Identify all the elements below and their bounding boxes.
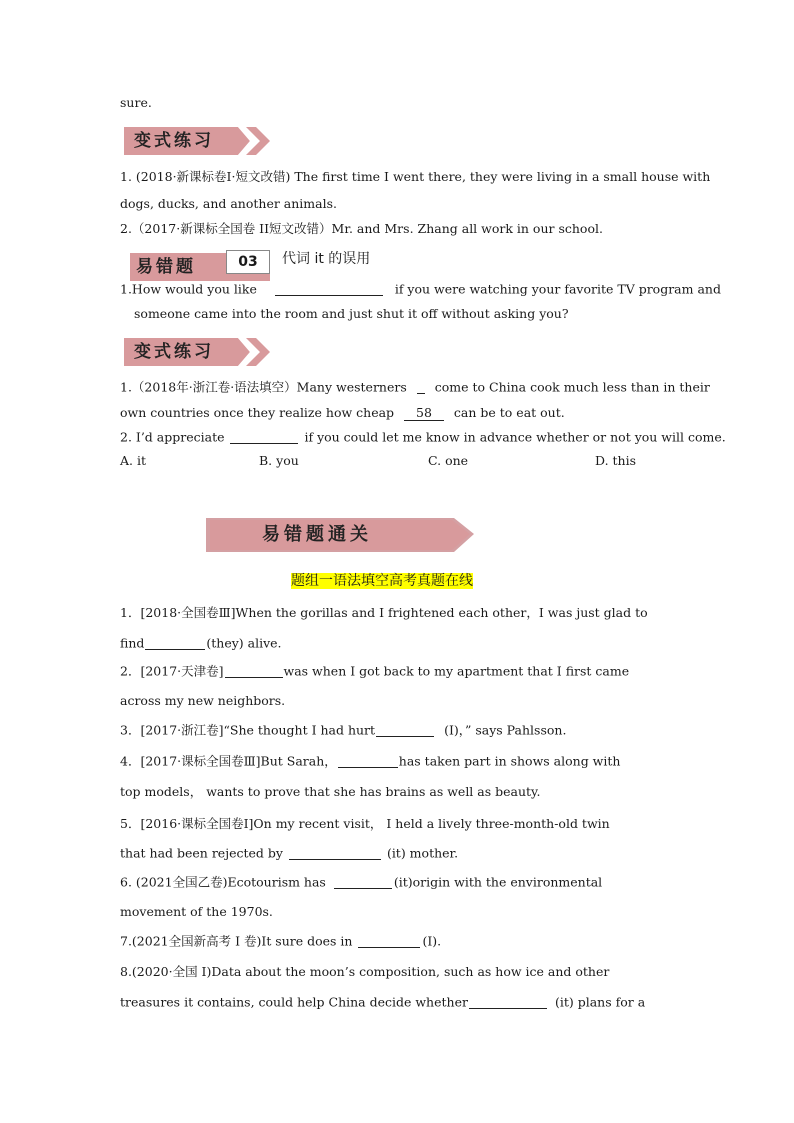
answer-blank <box>225 665 283 678</box>
option-b: B. you <box>259 453 299 468</box>
question-text: that had been rejected by <box>120 845 283 861</box>
question-text: has taken part in shows along with <box>398 753 621 769</box>
question-text: (it)origin with the environmental <box>393 874 603 890</box>
answer-blank <box>417 381 425 394</box>
question-text: 1.（2018年·浙江卷·语法填空）Many westerners <box>120 379 407 395</box>
answer-blank <box>334 876 392 889</box>
variant2-item-1 <box>120 381 710 394</box>
mistake-question-1-cont: someone came into the room and just shut it off without asking you? <box>134 306 569 321</box>
question-text: 7.(2021全国新高考 I 卷)It sure does in <box>120 933 353 949</box>
answer-blank <box>275 283 383 296</box>
question-text: (I). <box>422 933 442 949</box>
variant-item-1-cont: dogs, ducks, and another animals. <box>120 196 337 211</box>
banner-label: 变式练习 <box>134 131 214 151</box>
mistake-question-1 <box>120 283 721 296</box>
exercise-2 <box>120 665 629 678</box>
question-text: (they) alive. <box>206 635 282 651</box>
mistake-03-title: 代词 it 的误用 <box>282 251 371 267</box>
question-text: 1.How would you like <box>120 281 257 297</box>
numbered-blank: 58 <box>404 407 444 421</box>
mistake-03-banner <box>130 250 280 284</box>
banner-label: 易错题通关 <box>262 524 372 545</box>
variant2-item-1-cont <box>120 407 565 421</box>
mistake-pass-banner <box>206 516 476 556</box>
exercise-4 <box>120 755 620 768</box>
exercise-6 <box>120 876 602 889</box>
question-text: (it) mother. <box>386 845 459 861</box>
question-text: own countries once they realize how cheap <box>120 405 395 420</box>
question-text: find <box>120 635 145 651</box>
mistake-number-badge: 03 <box>226 250 270 274</box>
exercise-8: 8.(2020·全国 I)Data about the moon’s composition, such as how ice and other <box>120 964 610 979</box>
answer-blank <box>145 637 205 650</box>
answer-blank <box>289 847 381 860</box>
exercise-8-cont <box>120 996 645 1009</box>
exercise-1-cont <box>120 637 282 650</box>
variant-item-2: 2.（2017·新课标全国卷 II短文改错）Mr. and Mrs. Zhang all work in our school. <box>120 221 603 236</box>
answer-blank <box>338 755 398 768</box>
question-text: 2．[2017·天津卷] <box>120 663 224 679</box>
question-text: can be to eat out. <box>453 405 565 420</box>
answer-blank <box>469 996 547 1009</box>
variant-practice-banner-2 <box>120 335 272 369</box>
answer-blank <box>358 935 420 948</box>
answer-blank <box>376 724 434 737</box>
banner-label: 变式练习 <box>134 342 214 362</box>
question-text: 3．[2017·浙江卷]“She thought I had hurt <box>120 722 376 738</box>
question-text: if you could let me know in advance whether or not you will come. <box>304 429 726 445</box>
option-a: A. it <box>120 453 146 468</box>
question-text: was when I got back to my apartment that I first came <box>283 663 630 679</box>
group-title <box>291 574 473 588</box>
question-text: 6. (2021全国乙卷)Ecotourism has <box>120 874 326 890</box>
answer-blank <box>230 431 298 444</box>
variant2-item-2 <box>120 431 726 444</box>
exercise-4-cont: top models， wants to prove that she has brains as well as beauty. <box>120 784 541 799</box>
exercise-3 <box>120 724 566 737</box>
variant-item-1: 1. (2018·新课标卷I·短文改错) The first time I went there, they were living in a small house with <box>120 169 711 184</box>
variant-practice-banner <box>120 124 272 158</box>
exercise-2-cont: across my new neighbors. <box>120 693 286 708</box>
question-text: treasures it contains, could help China decide whether <box>120 994 468 1010</box>
option-d: D. this <box>595 453 637 468</box>
question-text: 4．[2017·课标全国卷Ⅲ]But Sarah， <box>120 753 337 769</box>
continued-text: sure. <box>120 95 152 110</box>
exercise-5: 5．[2016·课标全国卷Ⅰ]On my recent visit， I held a lively three-month-old twin <box>120 816 610 831</box>
question-text: (it) plans for a <box>554 994 646 1010</box>
exercise-7 <box>120 935 441 948</box>
question-text: come to China cook much less than in their <box>434 379 710 395</box>
exercise-5-cont <box>120 847 458 860</box>
question-text: if you were watching your favorite TV program and <box>394 281 721 297</box>
exercise-6-cont: movement of the 1970s. <box>120 904 273 919</box>
option-c: C. one <box>428 453 469 468</box>
group-title-text: 题组一语法填空高考真题在线 <box>291 573 473 589</box>
banner-label: 易错题 <box>136 257 196 277</box>
question-text: (I)，” says Pahlsson. <box>444 722 567 738</box>
question-text: 2. I’d appreciate <box>120 429 225 445</box>
exercise-1: 1．[2018·全国卷Ⅲ]When the gorillas and I frightened each other，I was just glad to <box>120 605 648 620</box>
